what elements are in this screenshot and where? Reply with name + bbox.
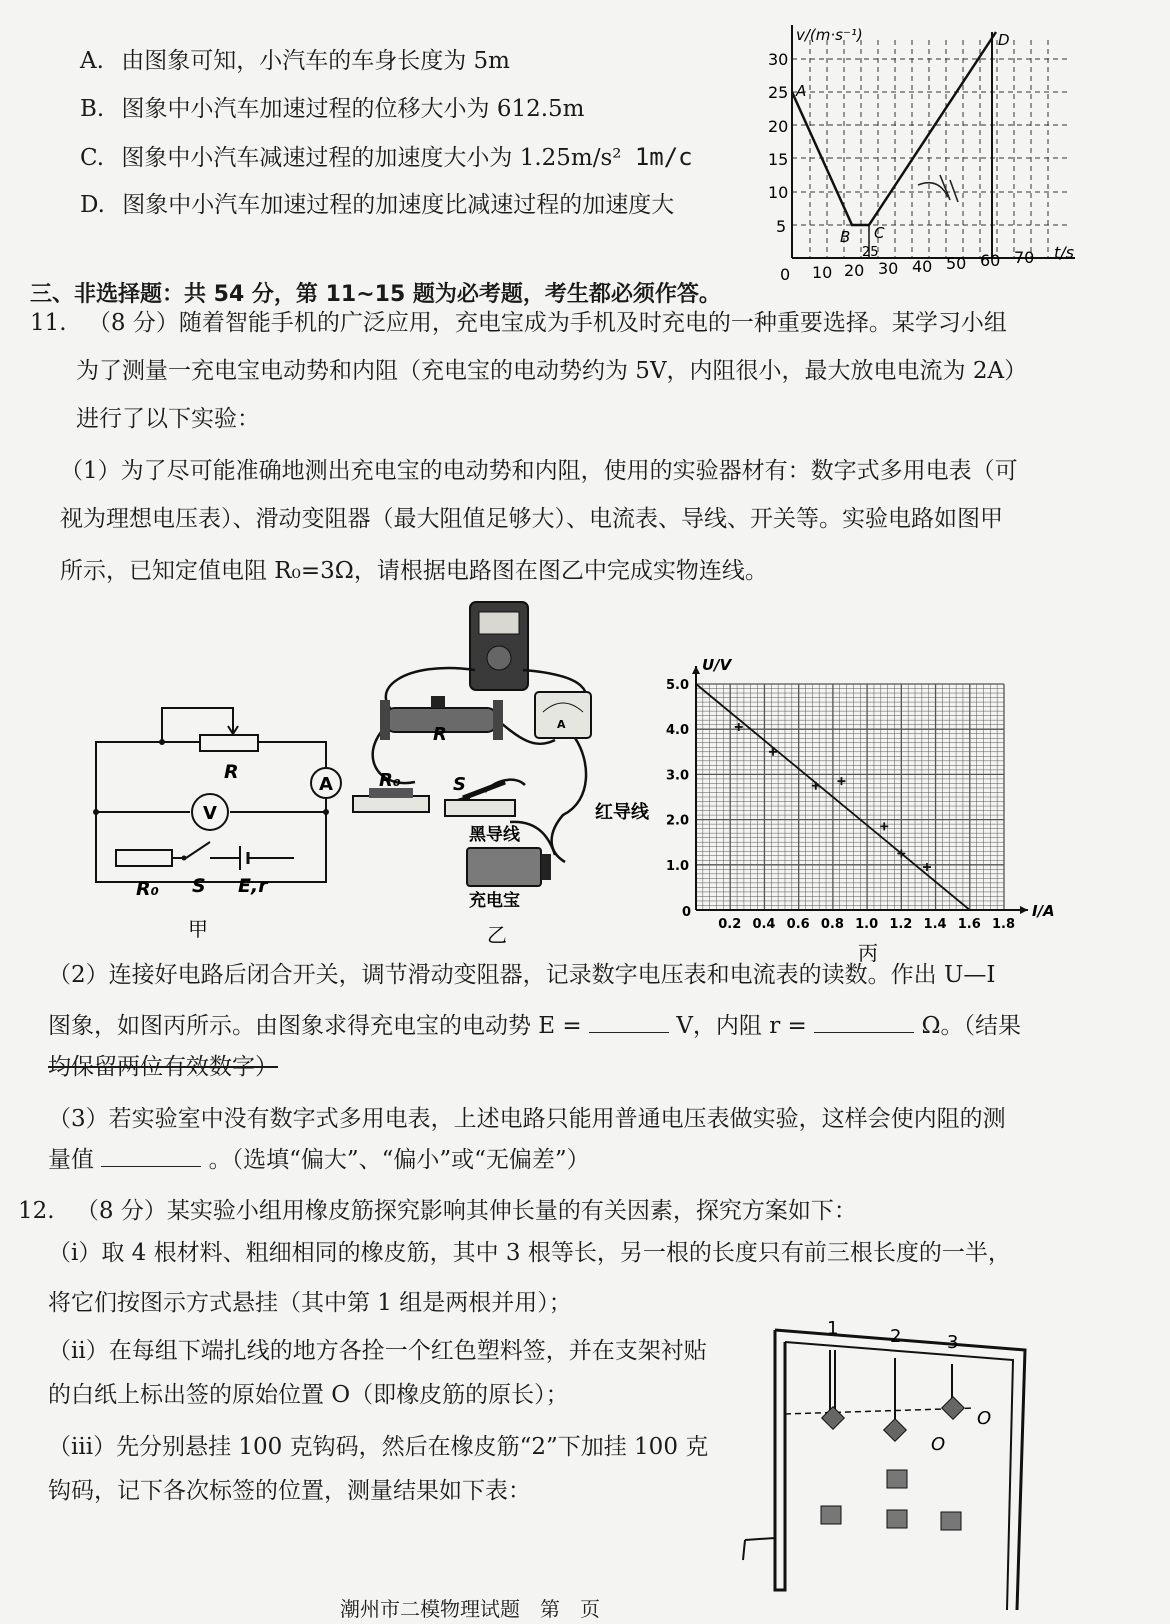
x-axis-label: t/s [1054, 243, 1074, 262]
label-r: R [224, 761, 239, 783]
svg-text:A: A [557, 718, 566, 731]
answer-blank-internal-resistance[interactable] [814, 1010, 914, 1033]
caption-yi: 乙 [487, 923, 507, 947]
q12-i-line1: （i）取 4 根材料、粗细相同的橡皮筋，其中 3 根等长，另一根的长度只有前三根长度的一半， [48, 1240, 1011, 1266]
label-r0: R₀ [136, 878, 159, 900]
caption-bing: 丙 [858, 941, 878, 965]
handwritten-note: 1m/c [634, 143, 693, 171]
resistor-r0-icon [353, 796, 429, 812]
question-text: （8 分）某实验小组用橡皮筋探究影响其伸长量的有关因素，探究方案如下： [75, 1198, 857, 1224]
x-tick-label: 0.4 [752, 917, 776, 932]
section-header: 三、非选择题：共 54 分，第 11~15 题为必考题，考生都必须作答。 [30, 282, 721, 307]
y-tick: 25 [768, 83, 789, 102]
x-axis-arrow [1020, 906, 1028, 914]
y-axis-arrow [692, 666, 700, 674]
option-c [80, 142, 693, 173]
ammeter-icon [535, 692, 591, 738]
x-tick-label: 0.2 [718, 917, 742, 932]
question-text: （8 分）随着智能手机的广泛应用，充电宝成为手机及时充电的一种重要选择。某学习小组 [87, 310, 1007, 336]
svg-text:2: 2 [890, 1326, 902, 1347]
label-r0: R₀ [379, 770, 401, 791]
x-tick-label: 1.4 [923, 917, 947, 932]
q11-p3-line2 [48, 1144, 590, 1175]
label-red-wire: 红导线 [595, 802, 649, 823]
option-d [80, 190, 674, 220]
y-tick: 30 [768, 50, 789, 69]
vt-graph [770, 10, 1100, 300]
x-tick-label: 0.8 [820, 917, 844, 932]
c-time-label: 25 [862, 245, 879, 260]
svg-text:O: O [931, 1434, 946, 1455]
text-segment: V，内阻 r = [676, 1013, 807, 1039]
question-number: 12. [18, 1198, 55, 1224]
q12-iii-line1: （iii）先分别悬挂 100 克钩码，然后在橡皮筋“2”下加挂 100 克 [48, 1434, 709, 1460]
option-text: 图象中小汽车减速过程的加速度大小为 1.25m/s² [121, 145, 622, 171]
y-tick: 15 [768, 150, 789, 169]
q12-ii-line1: （ii）在每组下端扎线的地方各拴一个红色塑料签，并在支架衬贴 [48, 1338, 707, 1364]
question-number: 11. [30, 310, 67, 336]
data-point [812, 782, 820, 790]
text-segment: 图象，如图丙所示。由图象求得充电宝的电动势 E = [48, 1013, 582, 1039]
svg-text:O: O [977, 1408, 992, 1429]
y-axis-label: U/V [702, 656, 732, 674]
q11-p2-line3 [48, 1052, 278, 1082]
x-tick: 40 [912, 257, 933, 276]
option-letter: A. [80, 48, 104, 74]
q11-p2-line1: （2）连接好电路后闭合开关，调节滑动变阻器，记录数字电压表和电流表的读数。作出 U—I [48, 962, 996, 988]
circuit-diagram-jia [90, 700, 350, 940]
q11-line1 [30, 308, 1007, 338]
y-tick-label: 4.0 [666, 723, 690, 739]
point-label: B [840, 228, 851, 246]
answer-blank-emf[interactable] [589, 1010, 669, 1033]
x-axis-label: I/A [1032, 902, 1055, 920]
label-s: S [192, 875, 206, 897]
x-tick-label: 0.6 [786, 917, 810, 932]
x-tick-label: 1.0 [855, 917, 879, 932]
text-segment: 。（选填“偏大”、“偏小”或“无偏差”） [208, 1147, 590, 1173]
y-tick: 10 [768, 183, 789, 202]
label-power-bank: 充电宝 [469, 891, 520, 911]
ui-graph-bing [660, 650, 1080, 970]
q11-line2: 为了测量一充电宝电动势和内阻（充电宝的电动势约为 5V，内阻很小，最大放电电流为 2A） [76, 358, 1028, 384]
svg-text:1: 1 [827, 1318, 839, 1339]
y-tick: 20 [768, 117, 789, 136]
q11-line3: 进行了以下实验： [76, 406, 260, 432]
q11-p1-line2: 视为理想电压表）、滑动变阻器（最大阻值足够大）、电流表、导线、开关等。实验电路如图甲 [60, 506, 1003, 532]
q12-line1 [18, 1196, 857, 1226]
text-segment: Ω。（结果 [921, 1013, 1022, 1039]
label-r: R [433, 724, 447, 745]
y-axis-label: v/(m·s⁻¹) [796, 26, 863, 44]
option-letter: D. [80, 192, 105, 218]
text-segment: 量值 [48, 1147, 94, 1173]
origin-label: 0 [682, 905, 692, 920]
text-segment: 均保留两位有效数字） [48, 1054, 278, 1080]
q12-ii-line2: 的白纸上标出签的原始位置 O（即橡皮筋的原长）； [48, 1382, 569, 1408]
q11-p2-line2 [48, 1010, 1021, 1041]
q11-p1-line3: 所示，已知定值电阻 R₀=3Ω，请根据电路图在图乙中完成实物连线。 [60, 558, 768, 584]
switch-icon [445, 800, 515, 816]
q11-p1-line1: （1）为了尽可能准确地测出充电宝的电动势和内阻，使用的实验器材有：数字式多用电表（可 [60, 458, 1018, 484]
q11-p3-line1: （3）若实验室中没有数字式多用电表，上述电路只能用普通电压表做实验，这样会使内阻的测 [48, 1106, 1006, 1132]
data-point [837, 777, 845, 785]
ammeter-label: A [319, 774, 333, 795]
y-tick-label: 1.0 [666, 858, 690, 874]
x-tick: 30 [878, 259, 899, 278]
y-tick-label: 5.0 [666, 678, 690, 693]
x-tick: 50 [946, 254, 967, 273]
point-label: D [998, 31, 1010, 49]
x-tick-label: 1.6 [957, 917, 981, 932]
caption-jia: 甲 [188, 917, 208, 941]
option-text: 由图象可知，小汽车的车身长度为 5m [121, 48, 510, 74]
voltmeter-label: V [203, 803, 217, 824]
y-tick: 5 [776, 217, 787, 236]
x-tick: 20 [844, 261, 865, 280]
label-s: S [453, 774, 466, 795]
page-footer: 潮州市二模物理试题 第 页 [340, 1597, 600, 1621]
data-point [880, 822, 888, 830]
x-tick: 10 [812, 263, 833, 282]
q12-i-line2: 将它们按图示方式悬挂（其中第 1 组是两根并用）； [48, 1290, 572, 1316]
y-tick-label: 2.0 [666, 813, 690, 829]
rubber-band-frame-diagram [745, 1310, 1055, 1610]
option-text: 图象中小汽车加速过程的加速度比减速过程的加速度大 [122, 192, 675, 218]
svg-text:3: 3 [947, 1332, 959, 1353]
y-tick-label: 3.0 [666, 768, 690, 784]
x-tick: 70 [1014, 248, 1035, 267]
label-er: E,r [238, 875, 268, 897]
label-black-wire: 黑导线 [469, 825, 520, 845]
option-a [80, 46, 510, 76]
point-label: C [874, 224, 885, 242]
q12-iii-line2: 钩码，记下各次标签的位置，测量结果如下表： [48, 1478, 531, 1504]
x-tick: 60 [980, 251, 1001, 270]
option-letter: C. [80, 145, 105, 171]
apparatus-diagram-yi [345, 600, 655, 950]
power-bank-icon [467, 848, 541, 886]
x-tick-label: 1.8 [992, 917, 1016, 932]
option-letter: B. [80, 96, 105, 122]
x-tick-label: 1.2 [889, 917, 913, 932]
option-text: 图象中小汽车加速过程的位移大小为 612.5m [121, 96, 585, 122]
option-b [80, 94, 585, 124]
point-label: A [796, 82, 807, 100]
x-tick: 0 [780, 265, 791, 284]
answer-blank-bias[interactable] [101, 1144, 201, 1167]
